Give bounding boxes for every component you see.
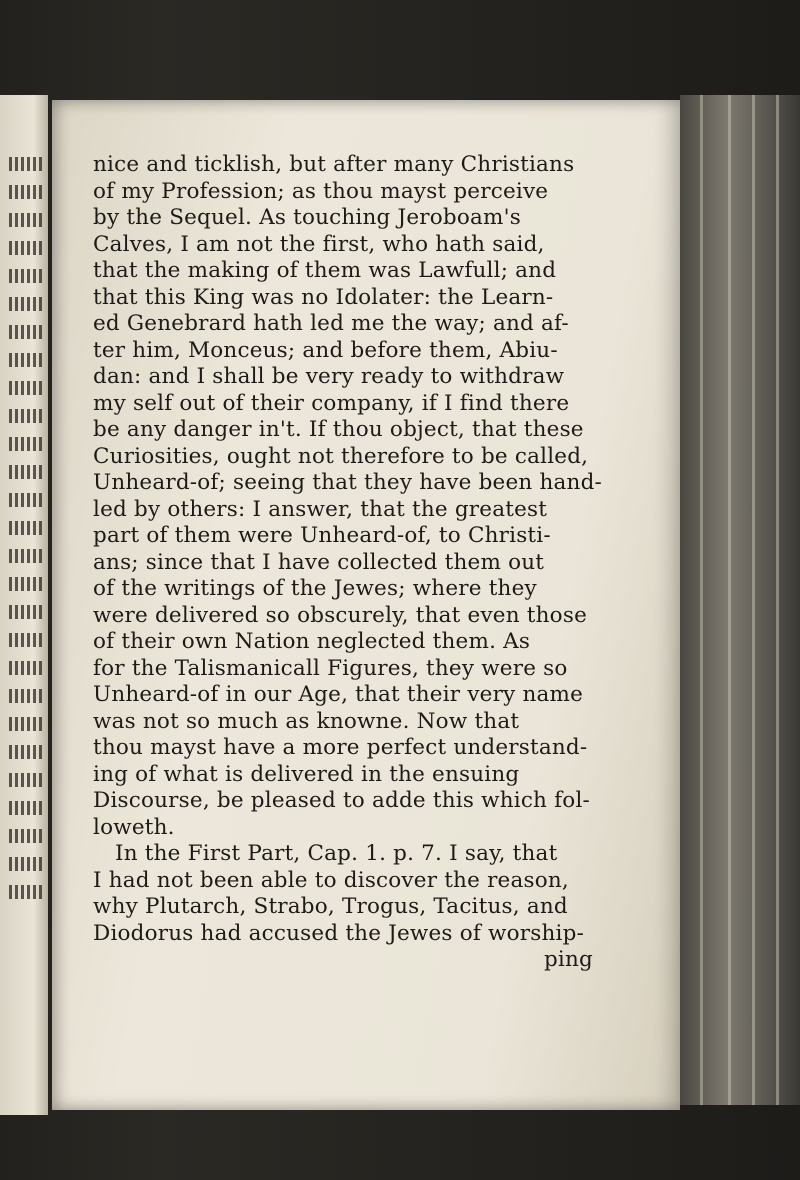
text-line: Curiosities, ought not therefore to be called, — [93, 443, 589, 469]
text-line: Diodorus had accused the Jewes of worship- — [93, 920, 585, 946]
text-line: for the Talismanicall Figures, they were so — [93, 655, 568, 681]
text-line: loweth. — [93, 814, 175, 840]
text-line: by the Sequel. As touching Jeroboam's — [93, 205, 521, 230]
text-line: In the First Part, Cap. 1. p. 7. I say, that — [115, 841, 558, 866]
text-line: ing of what is delivered in the ensuing — [93, 761, 520, 787]
text-line: nice and ticklish, but after many Christians — [93, 152, 575, 177]
text-line: of their own Nation neglected them. As — [93, 629, 531, 654]
text-line: Calves, I am not the first, who hath said, — [93, 231, 545, 257]
text-line: be any danger in't. If thou object, that these — [93, 417, 584, 442]
text-line: I had not been able to discover the reason, — [93, 867, 569, 893]
text-line: my self out of their company, if I find there — [93, 390, 570, 416]
text-line: Discourse, be pleased to adde this which fol- — [93, 788, 590, 813]
text-line: ans; since that I have collected them out — [93, 549, 545, 575]
text-line: dan: and I shall be very ready to withdraw — [93, 364, 565, 389]
text-line: of the writings of the Jewes; where they — [93, 576, 537, 601]
text-line: that this King was no Idolater: the Learn- — [93, 284, 554, 310]
text-line: led by others: I answer, that the greatest — [93, 496, 548, 522]
text-line: why Plutarch, Strabo, Trogus, Tacitus, and — [93, 894, 568, 919]
text-line: ter him, Monceus; and before them, Abiu- — [93, 337, 558, 363]
text-line: Unheard-of in our Age, that their very name — [93, 682, 584, 707]
page-fore-edge — [680, 95, 800, 1105]
text-line: part of them were Unheard-of, to Christi- — [93, 523, 551, 548]
page-text — [93, 152, 613, 974]
text-line: ed Genebrard hath led me the way; and af- — [93, 311, 569, 336]
text-line: thou mayst have a more perfect understand- — [93, 735, 588, 760]
text-line: that the making of them was Lawfull; and — [93, 258, 557, 283]
facing-page-edge — [0, 95, 48, 1115]
catchword: ping — [543, 947, 593, 972]
text-line: of my Profession; as thou mayst perceive — [93, 178, 549, 204]
text-line: Unheard-of; seeing that they have been hand- — [93, 470, 603, 495]
text-line: was not so much as knowne. Now that — [93, 708, 520, 734]
text-line: were delivered so obscurely, that even those — [93, 602, 587, 628]
